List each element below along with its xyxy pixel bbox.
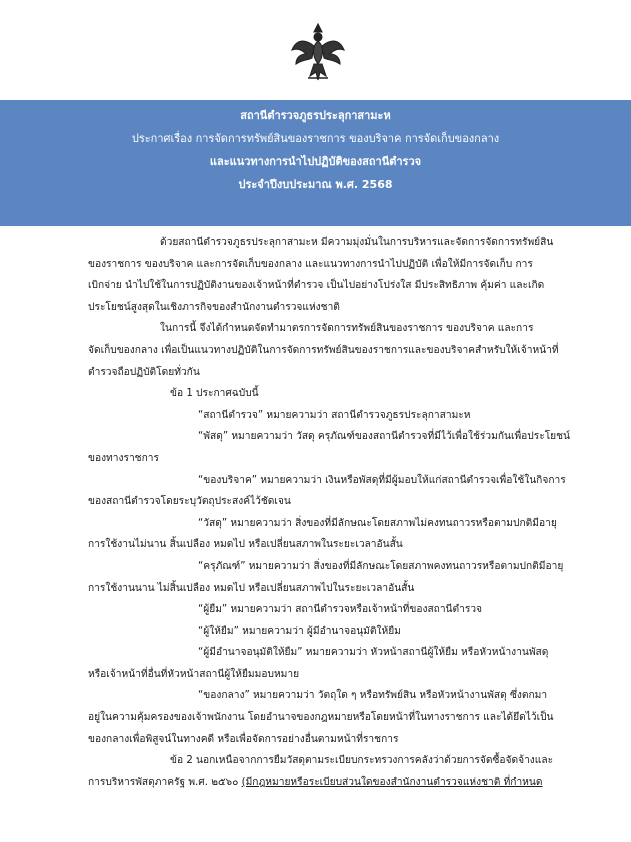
clause-2-line-1: ข้อ 2 นอกเหนือจากการยืมวัสดุตามระเบียบกระทรวงการคลังว่าด้วยการจัดซื้อจัดจ้างและ (170, 755, 554, 767)
definition-evidence-line-2: อยู่ในความคุ้มครองของเจ้าพนักงาน โดยอำนาจของกฎหมายหรือโดยหน้าที่ในทางราชการ และได้ยึดไว้เป็น (88, 712, 554, 724)
clause-2-underlined-text: (มีกฎหมายหรือระเบียบส่วนใดของสำนักงานตำรวจแห่งชาติ ที่กำหนด (241, 776, 543, 788)
paragraph-2-line-1: ในการนี้ จึงได้กำหนดจัดทำมาตรการจัดการทรัพย์สินของราชการ ของบริจาค และการ (160, 323, 534, 335)
definition-material-line-1: “วัสดุ” หมายความว่า สิ่งของที่มีลักษณะโดยสภาพไม่คงทนถาวรหรือตามปกติมีอายุ (198, 517, 557, 529)
subject-line-1: ประกาศเรื่อง การจัดการทรัพย์สินของราชการ ของบริจาค การจัดเก็บของกลาง (131, 132, 500, 145)
announcement-body (88, 232, 576, 793)
paragraph-2-line-2: จัดเก็บของกลาง เพื่อเป็นแนวทางปฏิบัติในการจัดการทรัพย์สินของราชการและของบริจาคสำหรับให้เจ้าหน้าที่ (88, 344, 559, 356)
definition-approver-line-1: “ผู้มีอำนาจอนุมัติให้ยืม” หมายความว่า หัวหน้าสถานีผู้ให้ยืม หรือหัวหน้างานพัสดุ (198, 647, 549, 659)
definition-donation-line-1: “ของบริจาค” หมายความว่า เงินหรือพัสดุที่มีผู้มอบให้แก่สถานีตำรวจเพื่อใช้ในกิจการ (198, 474, 566, 486)
paragraph-1-line-2: ของราชการ ของบริจาค และการจัดเก็บของกลาง และแนวทางการนำไปปฏิบัติ เพื่อให้มีการจัดเก็บ การ (88, 258, 533, 270)
definition-supplies-line-2: ของทางราชการ (88, 452, 159, 464)
definition-material-line-2: การใช้งานไม่นาน สิ้นเปลือง หมดไป หรือเปลี่ยนสภาพในระยะเวลาอันสั้น (88, 539, 403, 551)
paragraph-2-line-3: ตำรวจถือปฏิบัติโดยทั่วกัน (88, 366, 200, 378)
definition-equipment-line-2: การใช้งานนาน ไม่สิ้นเปลือง หมดไป หรือเปลี่ยนสภาพไปในระยะเวลาอันสั้น (88, 582, 415, 594)
definition-supplies-line-1: “พัสดุ” หมายความว่า วัสดุ ครุภัณฑ์ของสถานีตำรวจที่มีไว้เพื่อใช้ร่วมกันเพื่อประโยชน์ (198, 431, 571, 443)
definition-lender: “ผู้ให้ยืม” หมายความว่า ผู้มีอำนาจอนุมัติให้ยืม (198, 625, 401, 637)
org-title: สถานีตำรวจภูธรประลุกาสามะห (240, 109, 391, 122)
clause-2-regulation-text: การบริหารพัสดุภาครัฐ พ.ศ. ๒๕๖๐ (88, 776, 242, 788)
paragraph-1-line-1: ด้วยสถานีตำรวจภูธรประลุกาสามะห มีความมุ่งมั่นในการบริหารและจัดการจัดการทรัพย์สิน (160, 237, 554, 248)
definition-borrower: “ผู้ยืม” หมายความว่า สถานีตำรวจหรือเจ้าหน้าที่ของสถานีตำรวจ (198, 604, 483, 616)
clause-2-line-2 (88, 772, 576, 794)
garuda-emblem-icon (290, 20, 346, 86)
paragraph-1-line-4: ประโยชน์สูงสุดในเชิงภารกิจของสำนักงานตำรวจแห่งชาติ (88, 301, 340, 313)
definition-evidence-line-3: ของกลางเพื่อพิสูจน์ในทางคดี หรือเพื่อจัดการอย่างอื่นตามหน้าที่ราชการ (88, 733, 399, 745)
definition-approver-line-2: หรือเจ้าหน้าที่อื่นที่หัวหน้าสถานีผู้ให้ยืมมอบหมาย (88, 668, 300, 680)
definition-evidence-line-1: “ของกลาง” หมายความว่า วัตถุใด ๆ หรือทรัพย์สิน หรือหัวหน้างานพัสดุ ซึ่งตกมา (198, 690, 548, 702)
definition-donation-line-2: ของสถานีตำรวจโดยระบุวัตถุประสงค์ไว้ชัดเจน (88, 496, 291, 508)
clause-1-heading: ข้อ 1 ประกาศฉบับนี้ (170, 388, 259, 400)
fiscal-year: ประจำปีงบประมาณ พ.ศ. 2568 (238, 178, 393, 191)
header-banner (0, 100, 631, 226)
paragraph-1-line-3: เบิกจ่าย นำไปใช้ในการปฏิบัติงานของเจ้าหน้าที่ตำรวจ เป็นไปอย่างโปร่งใส มีประสิทธิภาพ คุ้มค่า และเกิด (88, 280, 545, 292)
definition-police-station: “สถานีตำรวจ” หมายความว่า สถานีตำรวจภูธรประลุกาสามะห (198, 409, 471, 421)
subject-line-2: และแนวทางการนำไปปฏิบัติของสถานีตำรวจ (209, 155, 422, 168)
definition-equipment-line-1: “ครุภัณฑ์” หมายความว่า สิ่งของที่มีลักษณะโดยสภาพคงทนถาวรหรือตามปกติมีอายุ (198, 560, 564, 572)
